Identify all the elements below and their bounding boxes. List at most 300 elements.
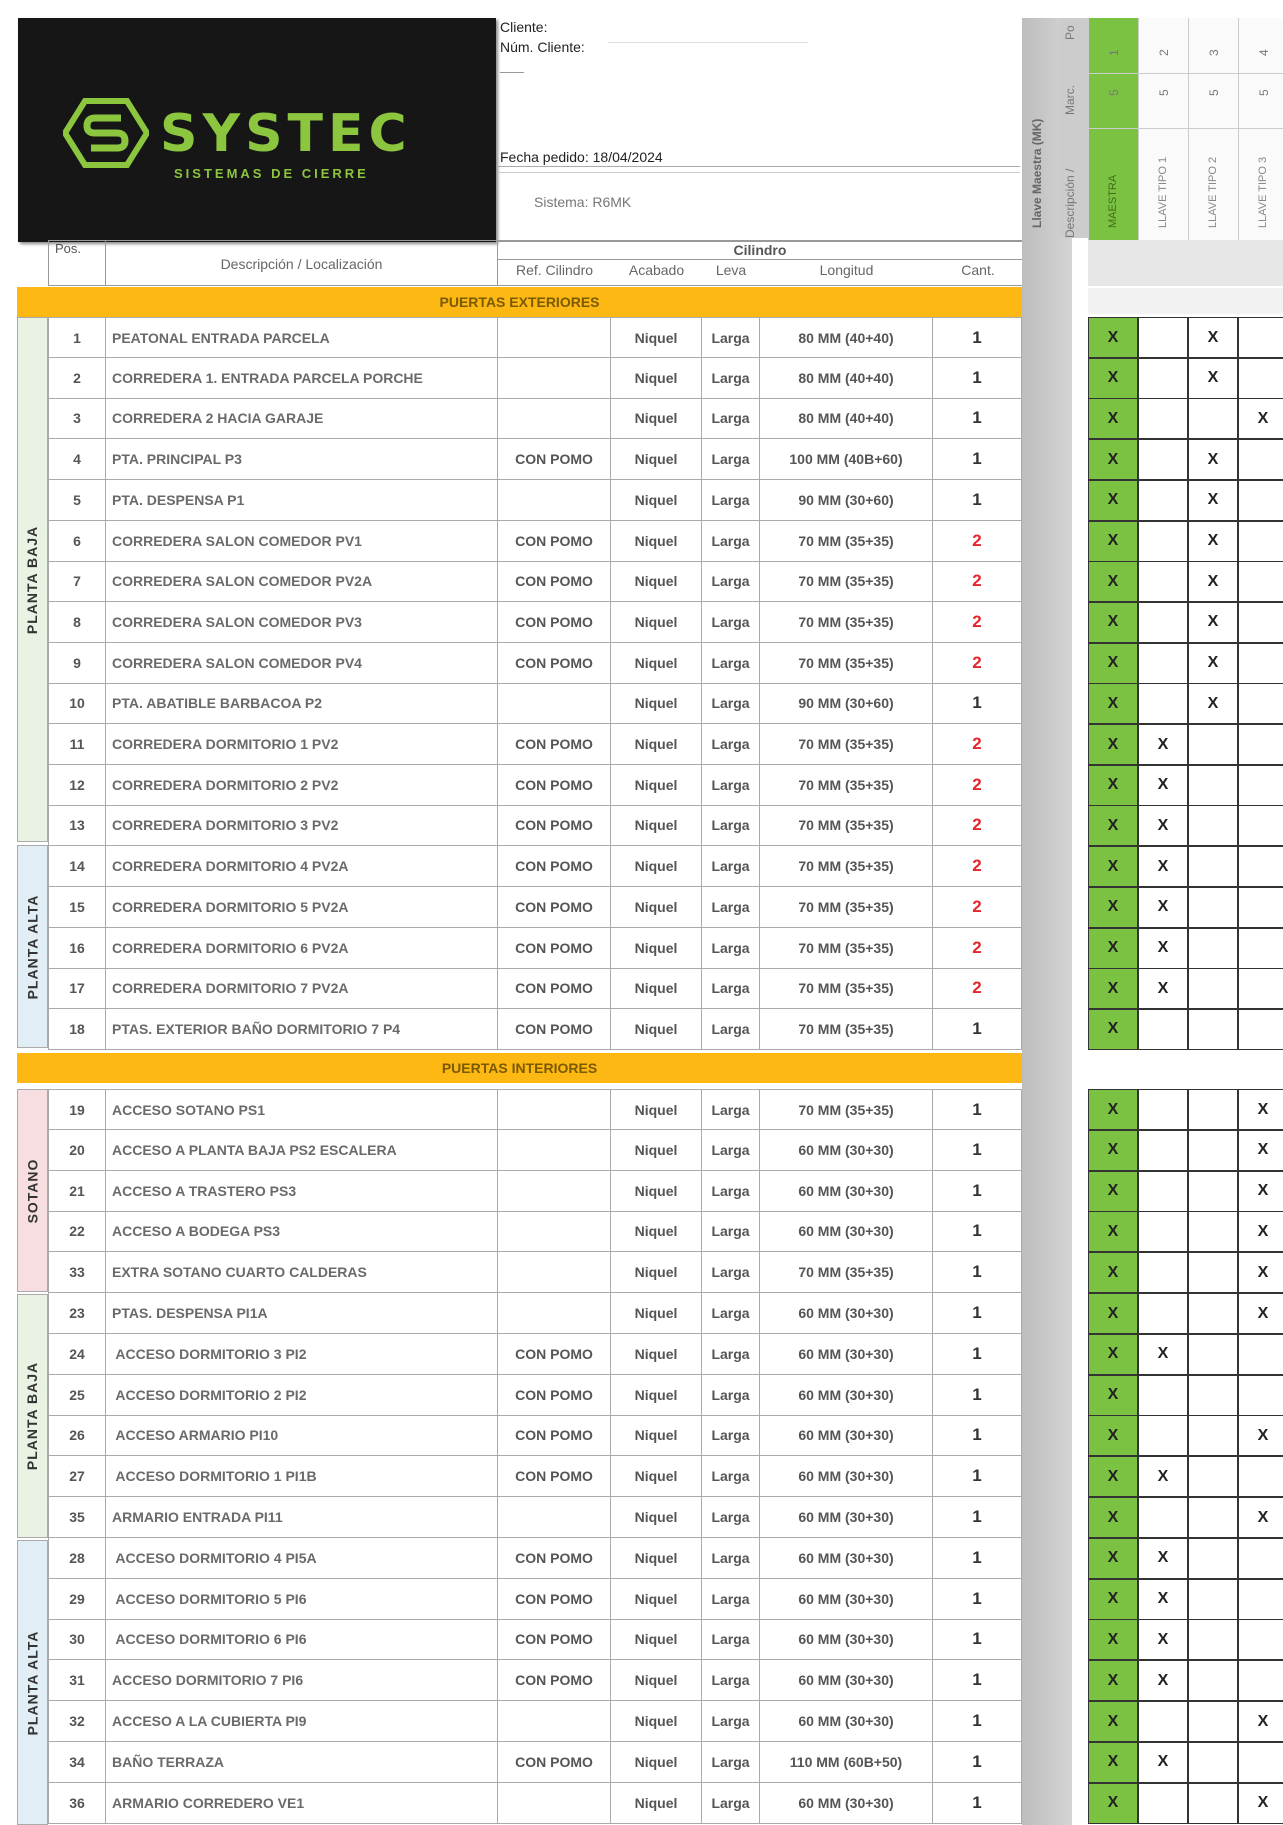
key-mark-1: X [1088, 602, 1138, 643]
desc-cell: CORREDERA DORMITORIO 4 PV2A [106, 846, 498, 887]
desc-cell: CORREDERA DORMITORIO 1 PV2 [106, 724, 498, 765]
acabado-cell: Niquel [611, 805, 702, 846]
key-marc-label: Marc. [1063, 85, 1077, 115]
key-mark-3 [1188, 1211, 1238, 1252]
acabado-cell: Niquel [611, 1701, 702, 1742]
key-mark-1: X [1088, 724, 1138, 765]
key-mark-1: X [1088, 521, 1138, 562]
pos-cell: 31 [48, 1660, 106, 1701]
key-number: 1 [1107, 49, 1121, 56]
key-mark-1: X [1088, 1375, 1138, 1416]
acabado-cell: Niquel [611, 1415, 702, 1456]
key-mark-4 [1238, 1579, 1283, 1620]
cant-cell: 1 [933, 1701, 1022, 1742]
pos-cell: 25 [48, 1375, 106, 1416]
acabado-cell: Niquel [611, 561, 702, 602]
cant-cell: 2 [933, 846, 1022, 887]
longitud-cell: 70 MM (35+35) [760, 1089, 933, 1130]
sistema-label: Sistema: R6MK [534, 194, 632, 210]
key-mark-4: X [1238, 1130, 1283, 1171]
pos-cell: 22 [48, 1211, 106, 1252]
pos-cell: 24 [48, 1334, 106, 1375]
ref-cell [498, 683, 611, 724]
acabado-cell: Niquel [611, 480, 702, 521]
longitud-cell: 70 MM (35+35) [760, 805, 933, 846]
desc-cell: BAÑO TERRAZA [106, 1742, 498, 1783]
header-bottom-rule [48, 285, 1023, 286]
acabado-cell: Niquel [611, 521, 702, 562]
pos-cell: 16 [48, 928, 106, 969]
longitud-cell: 90 MM (30+60) [760, 480, 933, 521]
ref-cell: CON POMO [498, 1579, 611, 1620]
pos-cell: 23 [48, 1293, 106, 1334]
key-mark-2: X [1138, 1334, 1188, 1375]
cant-cell: 2 [933, 887, 1022, 928]
key-mark-2: X [1138, 968, 1188, 1009]
key-count: 5 [1257, 89, 1271, 96]
ref-cell [498, 1089, 611, 1130]
pos-cell: 21 [48, 1171, 106, 1212]
longitud-cell: 110 MM (60B+50) [760, 1742, 933, 1783]
key-mark-2 [1138, 561, 1188, 602]
key-mark-4 [1238, 887, 1283, 928]
cant-cell: 2 [933, 805, 1022, 846]
key-mark-3 [1188, 1456, 1238, 1497]
cant-cell: 1 [933, 1415, 1022, 1456]
longitud-cell: 70 MM (35+35) [760, 521, 933, 562]
cant-cell: 1 [933, 1009, 1022, 1050]
pos-cell: 20 [48, 1130, 106, 1171]
key-mark-2 [1138, 1701, 1188, 1742]
header-rule-1 [498, 166, 1020, 167]
ref-cell [498, 1783, 611, 1824]
pos-cell: 13 [48, 805, 106, 846]
key-mark-3 [1188, 887, 1238, 928]
key-mark-3 [1188, 1293, 1238, 1334]
key-mark-3 [1188, 1009, 1238, 1050]
key-mark-2 [1138, 1130, 1188, 1171]
key-mark-3 [1188, 1783, 1238, 1824]
key-mark-2 [1138, 1089, 1188, 1130]
cant-cell: 1 [933, 358, 1022, 399]
longitud-cell: 60 MM (30+30) [760, 1334, 933, 1375]
key-mark-4 [1238, 683, 1283, 724]
key-mark-1: X [1088, 358, 1138, 399]
pos-cell: 28 [48, 1538, 106, 1579]
key-mark-1: X [1088, 1742, 1138, 1783]
leva-cell: Larga [702, 928, 760, 969]
cant-cell: 1 [933, 1171, 1022, 1212]
desc-cell: CORREDERA SALON COMEDOR PV2A [106, 561, 498, 602]
cant-cell: 1 [933, 1375, 1022, 1416]
cant-cell: 1 [933, 1497, 1022, 1538]
acabado-cell: Niquel [611, 1334, 702, 1375]
ref-cell: CON POMO [498, 1619, 611, 1660]
longitud-cell: 80 MM (40+40) [760, 317, 933, 358]
key-mark-4: X [1238, 1171, 1283, 1212]
key-desc-label: Descripción / [1063, 168, 1077, 238]
desc-cell: ACCESO A TRASTERO PS3 [106, 1171, 498, 1212]
longitud-cell: 60 MM (30+30) [760, 1415, 933, 1456]
pos-cell: 19 [48, 1089, 106, 1130]
cant-cell: 1 [933, 398, 1022, 439]
longitud-cell: 100 MM (40B+60) [760, 439, 933, 480]
key-mark-3: X [1188, 561, 1238, 602]
key-mark-1: X [1088, 968, 1138, 1009]
key-mark-4: X [1238, 1211, 1283, 1252]
ref-cell [498, 398, 611, 439]
ref-cell [498, 1252, 611, 1293]
cant-cell: 1 [933, 1660, 1022, 1701]
key-mark-4: X [1238, 1783, 1283, 1824]
desc-cell: ACCESO DORMITORIO 2 PI2 [106, 1375, 498, 1416]
key-mark-4 [1238, 724, 1283, 765]
key-panel-gap-1 [1088, 288, 1283, 314]
key-mark-4 [1238, 1742, 1283, 1783]
ref-cell: CON POMO [498, 1538, 611, 1579]
key-mark-2 [1138, 521, 1188, 562]
section-exteriores: PUERTAS EXTERIORES [17, 287, 1022, 317]
leva-cell: Larga [702, 1783, 760, 1824]
key-column-1 [1088, 18, 1138, 240]
longitud-cell: 60 MM (30+30) [760, 1497, 933, 1538]
key-po-label: Po [1063, 25, 1077, 40]
group-label: PLANTA ALTA [24, 894, 41, 999]
key-mark-4: X [1238, 1497, 1283, 1538]
key-mark-4 [1238, 439, 1283, 480]
key-mark-3 [1188, 1538, 1238, 1579]
cant-cell: 2 [933, 643, 1022, 684]
key-mark-2 [1138, 1252, 1188, 1293]
group-sotano [17, 1089, 48, 1292]
key-mark-1: X [1088, 683, 1138, 724]
pos-header-cell [48, 240, 106, 286]
key-mark-1: X [1088, 1456, 1138, 1497]
key-mark-3: X [1188, 602, 1238, 643]
pos-cell: 29 [48, 1579, 106, 1620]
key-mark-3 [1188, 1252, 1238, 1293]
num-cliente-line [608, 42, 808, 43]
desc-cell: ACCESO A LA CUBIERTA PI9 [106, 1701, 498, 1742]
desc-cell: PTA. DESPENSA P1 [106, 480, 498, 521]
desc-cell: ACCESO A PLANTA BAJA PS2 ESCALERA [106, 1130, 498, 1171]
acabado-cell: Niquel [611, 968, 702, 1009]
key-mark-3 [1188, 1579, 1238, 1620]
group-label: PLANTA ALTA [24, 1630, 41, 1735]
cant-cell: 1 [933, 683, 1022, 724]
pos-cell: 4 [48, 439, 106, 480]
leva-cell: Larga [702, 1089, 760, 1130]
acabado-cell: Niquel [611, 683, 702, 724]
ref-cell [498, 358, 611, 399]
key-mark-4 [1238, 358, 1283, 399]
pos-cell: 34 [48, 1742, 106, 1783]
key-mark-1: X [1088, 1579, 1138, 1620]
cant-cell: 2 [933, 724, 1022, 765]
desc-cell: CORREDERA 1. ENTRADA PARCELA PORCHE [106, 358, 498, 399]
key-mark-1: X [1088, 1497, 1138, 1538]
longitud-cell: 80 MM (40+40) [760, 398, 933, 439]
longitud-cell: 90 MM (30+60) [760, 683, 933, 724]
longitud-cell: 60 MM (30+30) [760, 1211, 933, 1252]
key-mark-3 [1188, 1334, 1238, 1375]
group-planta-baja-ext [17, 317, 48, 842]
pos-cell: 3 [48, 398, 106, 439]
key-mark-1: X [1088, 1130, 1138, 1171]
brand-tagline: SISTEMAS DE CIERRE [174, 166, 369, 181]
leva-cell: Larga [702, 1619, 760, 1660]
key-mark-3 [1188, 805, 1238, 846]
leva-cell: Larga [702, 1456, 760, 1497]
leva-cell: Larga [702, 317, 760, 358]
desc-cell: PTA. PRINCIPAL P3 [106, 439, 498, 480]
acabado-cell: Niquel [611, 1089, 702, 1130]
key-mark-3 [1188, 1742, 1238, 1783]
mk-separator-column [1022, 18, 1072, 1825]
ref-cell [498, 480, 611, 521]
key-mark-3 [1188, 1375, 1238, 1416]
key-mark-3: X [1188, 480, 1238, 521]
key-name: LLAVE TIPO 3 [1257, 156, 1269, 228]
group-planta-alta-int [17, 1540, 48, 1825]
desc-cell: ACCESO DORMITORIO 3 PI2 [106, 1334, 498, 1375]
key-mark-4: X [1238, 1701, 1283, 1742]
key-mark-1: X [1088, 1171, 1138, 1212]
leva-cell: Larga [702, 1130, 760, 1171]
pos-header: Pos. [55, 241, 82, 256]
leva-cell: Larga [702, 358, 760, 399]
desc-cell: CORREDERA DORMITORIO 7 PV2A [106, 968, 498, 1009]
key-mark-1: X [1088, 1089, 1138, 1130]
key-mark-3 [1188, 1415, 1238, 1456]
key-mark-3 [1188, 1497, 1238, 1538]
acabado-cell: Niquel [611, 724, 702, 765]
acabado-cell: Niquel [611, 1009, 702, 1050]
cant-cell: 1 [933, 1783, 1022, 1824]
header-short-line [500, 72, 524, 73]
pos-cell: 10 [48, 683, 106, 724]
cant-cell: 1 [933, 1538, 1022, 1579]
key-mark-3 [1188, 928, 1238, 969]
key-mark-1: X [1088, 765, 1138, 806]
cant-cell: 1 [933, 480, 1022, 521]
leva-cell: Larga [702, 805, 760, 846]
ref-cell [498, 1130, 611, 1171]
key-mark-3 [1188, 1660, 1238, 1701]
longitud-cell: 70 MM (35+35) [760, 887, 933, 928]
key-mark-2 [1138, 398, 1188, 439]
key-count: 5 [1107, 89, 1121, 96]
pos-cell: 26 [48, 1415, 106, 1456]
key-column-3 [1188, 18, 1238, 240]
longitud-cell: 70 MM (35+35) [760, 1009, 933, 1050]
key-mark-1: X [1088, 1783, 1138, 1824]
desc-cell: ACCESO ARMARIO PI10 [106, 1415, 498, 1456]
leva-cell: Larga [702, 1497, 760, 1538]
key-mark-2 [1138, 1415, 1188, 1456]
key-mark-3 [1188, 724, 1238, 765]
acabado-cell: Niquel [611, 1783, 702, 1824]
ref-cell [498, 1497, 611, 1538]
key-mark-1: X [1088, 643, 1138, 684]
ref-cell [498, 1171, 611, 1212]
desc-cell: PEATONAL ENTRADA PARCELA [106, 317, 498, 358]
acabado-cell: Niquel [611, 643, 702, 684]
key-mark-4 [1238, 1334, 1283, 1375]
key-mark-4 [1238, 968, 1283, 1009]
ref-cell [498, 317, 611, 358]
longitud-cell: 70 MM (35+35) [760, 561, 933, 602]
key-mark-2 [1138, 480, 1188, 521]
pos-cell: 9 [48, 643, 106, 684]
group-label: SOTANO [24, 1158, 41, 1223]
leva-cell: Larga [702, 480, 760, 521]
ref-cell: CON POMO [498, 968, 611, 1009]
cant-cell: 1 [933, 1130, 1022, 1171]
leva-cell: Larga [702, 1538, 760, 1579]
leva-cell: Larga [702, 968, 760, 1009]
pos-cell: 18 [48, 1009, 106, 1050]
longitud-cell: 60 MM (30+30) [760, 1783, 933, 1824]
longitud-cell: 60 MM (30+30) [760, 1538, 933, 1579]
key-mark-4 [1238, 928, 1283, 969]
pos-cell: 17 [48, 968, 106, 1009]
desc-cell: CORREDERA SALON COMEDOR PV3 [106, 602, 498, 643]
longitud-header: Longitud [819, 262, 874, 278]
cant-cell: 1 [933, 1211, 1022, 1252]
desc-cell: CORREDERA DORMITORIO 5 PV2A [106, 887, 498, 928]
key-panel-header [1088, 18, 1283, 240]
group-label: PLANTA BAJA [24, 525, 41, 634]
ref-cell [498, 1211, 611, 1252]
leva-cell: Larga [702, 643, 760, 684]
leva-cell: Larga [702, 602, 760, 643]
key-mark-1: X [1088, 1252, 1138, 1293]
systec-logo-icon [63, 98, 149, 168]
desc-cell: PTA. ABATIBLE BARBACOA P2 [106, 683, 498, 724]
acabado-cell: Niquel [611, 887, 702, 928]
key-mark-1: X [1088, 1334, 1138, 1375]
acabado-cell: Niquel [611, 398, 702, 439]
key-mark-4 [1238, 1456, 1283, 1497]
cilindro-header: Cilindro [498, 240, 1022, 260]
ref-cell: CON POMO [498, 643, 611, 684]
key-mark-4 [1238, 1009, 1283, 1050]
ref-cell: CON POMO [498, 928, 611, 969]
leva-cell: Larga [702, 1252, 760, 1293]
desc-cell: ARMARIO ENTRADA PI11 [106, 1497, 498, 1538]
longitud-cell: 70 MM (35+35) [760, 1252, 933, 1293]
key-mark-3: X [1188, 521, 1238, 562]
key-mark-3 [1188, 968, 1238, 1009]
key-mark-4 [1238, 643, 1283, 684]
cant-cell: 2 [933, 765, 1022, 806]
ref-cell: CON POMO [498, 1415, 611, 1456]
key-mark-2: X [1138, 1660, 1188, 1701]
key-mark-3: X [1188, 643, 1238, 684]
longitud-cell: 60 MM (30+30) [760, 1130, 933, 1171]
key-mark-2: X [1138, 1538, 1188, 1579]
key-mark-2 [1138, 358, 1188, 399]
company-logo [18, 18, 496, 242]
key-number: 3 [1207, 49, 1221, 56]
leva-cell: Larga [702, 724, 760, 765]
key-mark-4: X [1238, 1252, 1283, 1293]
longitud-cell: 70 MM (35+35) [760, 928, 933, 969]
key-mark-4: X [1238, 1089, 1283, 1130]
cant-cell: 2 [933, 968, 1022, 1009]
cant-cell: 1 [933, 1334, 1022, 1375]
key-mark-2: X [1138, 846, 1188, 887]
key-mark-2 [1138, 683, 1188, 724]
pos-cell: 12 [48, 765, 106, 806]
desc-cell: ACCESO DORMITORIO 6 PI6 [106, 1619, 498, 1660]
key-mark-2: X [1138, 805, 1188, 846]
pos-cell: 8 [48, 602, 106, 643]
acabado-cell: Niquel [611, 928, 702, 969]
key-mark-1: X [1088, 928, 1138, 969]
leva-cell: Larga [702, 683, 760, 724]
key-mark-3 [1188, 846, 1238, 887]
mk-label: Llave Maestra (MK) [1030, 118, 1044, 228]
pos-cell: 15 [48, 887, 106, 928]
key-mark-3: X [1188, 358, 1238, 399]
leva-cell: Larga [702, 846, 760, 887]
desc-cell: CORREDERA SALON COMEDOR PV1 [106, 521, 498, 562]
ref-cell: CON POMO [498, 765, 611, 806]
ref-cell: CON POMO [498, 521, 611, 562]
acabado-cell: Niquel [611, 846, 702, 887]
longitud-cell: 60 MM (30+30) [760, 1579, 933, 1620]
cant-cell: 2 [933, 561, 1022, 602]
descripcion-header: Descripción / Localización [106, 240, 498, 286]
key-mark-4: X [1238, 1415, 1283, 1456]
longitud-cell: 80 MM (40+40) [760, 358, 933, 399]
cant-cell: 1 [933, 1293, 1022, 1334]
acabado-cell: Niquel [611, 602, 702, 643]
key-mark-1: X [1088, 398, 1138, 439]
key-mark-3: X [1188, 317, 1238, 358]
key-mark-1: X [1088, 1619, 1138, 1660]
pos-cell: 2 [48, 358, 106, 399]
acabado-cell: Niquel [611, 1293, 702, 1334]
acabado-cell: Niquel [611, 1660, 702, 1701]
longitud-cell: 60 MM (30+30) [760, 1375, 933, 1416]
acabado-cell: Niquel [611, 1538, 702, 1579]
key-mark-4 [1238, 561, 1283, 602]
desc-cell: CORREDERA DORMITORIO 2 PV2 [106, 765, 498, 806]
pos-cell: 30 [48, 1619, 106, 1660]
key-mark-1: X [1088, 1009, 1138, 1050]
cant-header: Cant. [961, 262, 995, 278]
leva-cell: Larga [702, 521, 760, 562]
cant-cell: 1 [933, 317, 1022, 358]
key-mark-4 [1238, 521, 1283, 562]
cant-cell: 1 [933, 1089, 1022, 1130]
key-number: 4 [1257, 49, 1271, 56]
pos-cell: 33 [48, 1252, 106, 1293]
key-mark-1: X [1088, 805, 1138, 846]
acabado-cell: Niquel [611, 1579, 702, 1620]
key-mark-3: X [1188, 439, 1238, 480]
desc-cell: ACCESO DORMITORIO 5 PI6 [106, 1579, 498, 1620]
ref-cell: CON POMO [498, 602, 611, 643]
cant-cell: 2 [933, 521, 1022, 562]
pos-cell: 5 [48, 480, 106, 521]
longitud-cell: 70 MM (35+35) [760, 846, 933, 887]
cant-cell: 1 [933, 1579, 1022, 1620]
acabado-cell: Niquel [611, 1742, 702, 1783]
